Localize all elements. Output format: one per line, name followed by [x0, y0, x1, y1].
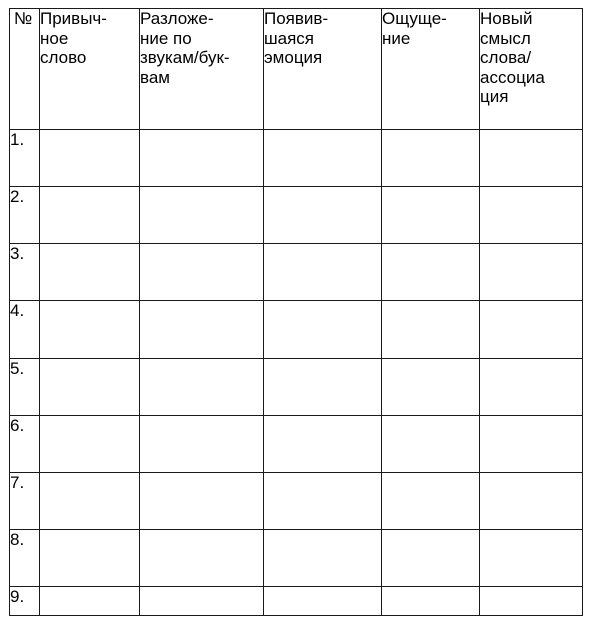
- cell-sensation[interactable]: [382, 187, 480, 244]
- row-number: 1.: [10, 130, 40, 187]
- exercise-table: [9, 8, 583, 616]
- cell-usual-word[interactable]: [40, 586, 140, 615]
- cell-emotion[interactable]: [264, 529, 382, 586]
- row-number: 7.: [10, 472, 40, 529]
- cell-emotion[interactable]: [264, 301, 382, 358]
- cell-sound-letter-breakdown[interactable]: [140, 358, 264, 415]
- cell-sensation[interactable]: [382, 586, 480, 615]
- cell-new-meaning[interactable]: [480, 358, 583, 415]
- header-number: №: [10, 9, 40, 130]
- cell-usual-word[interactable]: [40, 415, 140, 472]
- header-sensation: Ощуще- ние: [382, 9, 480, 130]
- cell-sensation[interactable]: [382, 244, 480, 301]
- header-emotion: Появив- шаяся эмоция: [264, 9, 382, 130]
- cell-sound-letter-breakdown[interactable]: [140, 301, 264, 358]
- cell-emotion[interactable]: [264, 472, 382, 529]
- cell-usual-word[interactable]: [40, 244, 140, 301]
- table-row: [10, 586, 583, 615]
- cell-usual-word[interactable]: [40, 187, 140, 244]
- cell-sound-letter-breakdown[interactable]: [140, 187, 264, 244]
- cell-new-meaning[interactable]: [480, 187, 583, 244]
- cell-new-meaning[interactable]: [480, 472, 583, 529]
- cell-usual-word[interactable]: [40, 529, 140, 586]
- row-number: 5.: [10, 358, 40, 415]
- cell-new-meaning[interactable]: [480, 244, 583, 301]
- cell-sensation[interactable]: [382, 415, 480, 472]
- header-sound-letter-breakdown: Разложе- ние по звукам/бук- вам: [140, 9, 264, 130]
- header-new-meaning: Новый смысл слова/ ассоциа ция: [480, 9, 583, 130]
- header-usual-word: Привыч- ное слово: [40, 9, 140, 130]
- cell-usual-word[interactable]: [40, 301, 140, 358]
- row-number: 9.: [10, 586, 40, 615]
- table-row: [10, 358, 583, 415]
- table-row: [10, 187, 583, 244]
- cell-new-meaning[interactable]: [480, 415, 583, 472]
- cell-sensation[interactable]: [382, 472, 480, 529]
- table-row: [10, 244, 583, 301]
- table-row: [10, 301, 583, 358]
- cell-sensation[interactable]: [382, 529, 480, 586]
- cell-sound-letter-breakdown[interactable]: [140, 529, 264, 586]
- cell-emotion[interactable]: [264, 130, 382, 187]
- cell-new-meaning[interactable]: [480, 529, 583, 586]
- cell-sensation[interactable]: [382, 130, 480, 187]
- cell-emotion[interactable]: [264, 415, 382, 472]
- table-row: [10, 415, 583, 472]
- row-number: 4.: [10, 301, 40, 358]
- row-number: 6.: [10, 415, 40, 472]
- cell-sensation[interactable]: [382, 301, 480, 358]
- cell-sound-letter-breakdown[interactable]: [140, 415, 264, 472]
- cell-usual-word[interactable]: [40, 358, 140, 415]
- cell-sound-letter-breakdown[interactable]: [140, 472, 264, 529]
- table-row: [10, 529, 583, 586]
- cell-new-meaning[interactable]: [480, 301, 583, 358]
- table-header-row: [10, 9, 583, 130]
- table-row: [10, 130, 583, 187]
- row-number: 3.: [10, 244, 40, 301]
- cell-emotion[interactable]: [264, 244, 382, 301]
- cell-emotion[interactable]: [264, 187, 382, 244]
- cell-new-meaning[interactable]: [480, 586, 583, 615]
- row-number: 2.: [10, 187, 40, 244]
- table-row: [10, 472, 583, 529]
- cell-new-meaning[interactable]: [480, 130, 583, 187]
- cell-usual-word[interactable]: [40, 472, 140, 529]
- cell-emotion[interactable]: [264, 586, 382, 615]
- cell-sound-letter-breakdown[interactable]: [140, 586, 264, 615]
- cell-sound-letter-breakdown[interactable]: [140, 244, 264, 301]
- cell-emotion[interactable]: [264, 358, 382, 415]
- row-number: 8.: [10, 529, 40, 586]
- cell-sensation[interactable]: [382, 358, 480, 415]
- cell-sound-letter-breakdown[interactable]: [140, 130, 264, 187]
- cell-usual-word[interactable]: [40, 130, 140, 187]
